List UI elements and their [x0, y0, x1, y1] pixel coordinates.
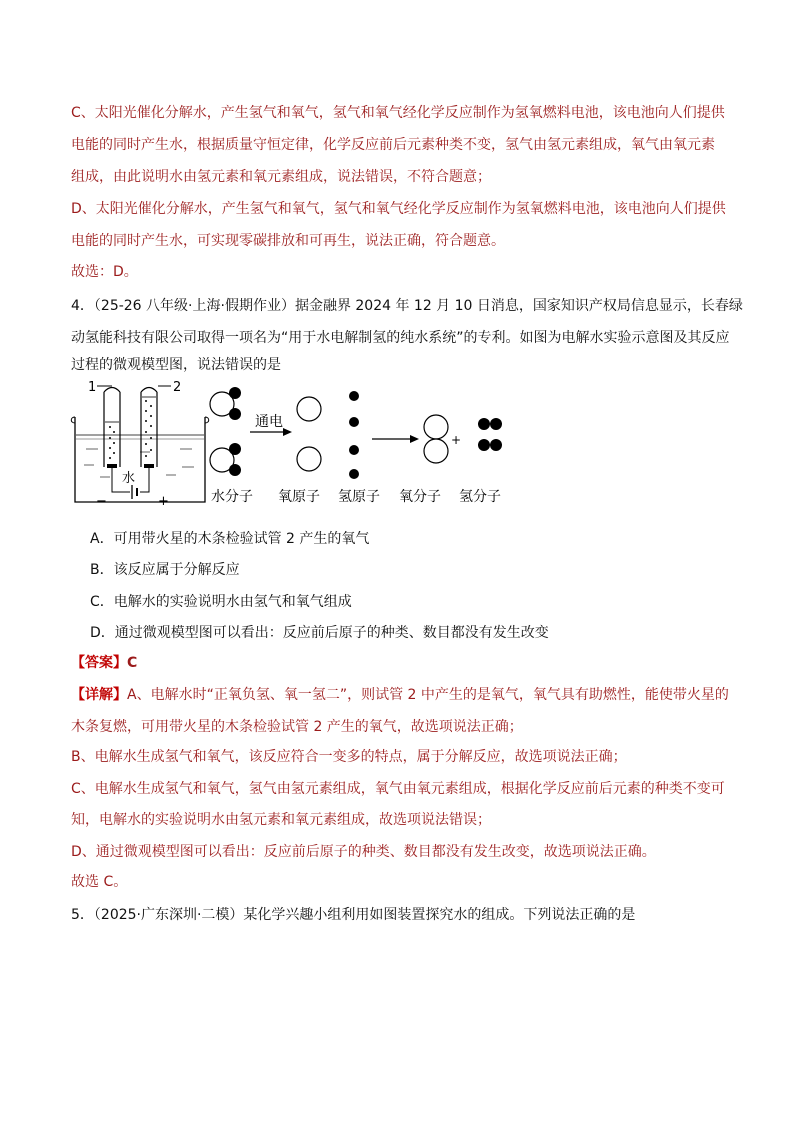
plus-sign: + [451, 433, 462, 447]
hydrogen-atom [349, 417, 359, 427]
option-d: D．通过微观模型图可以看出：反应前后原子的种类、数目都没有发生改变 [90, 625, 549, 641]
detail-line: 知，电解水的实验说明水由氢元素和氧元素组成，故选项说法错误； [71, 812, 491, 828]
arrow-label: 通电 [255, 414, 283, 430]
oxygen-molecule [424, 415, 448, 439]
hydrogen-molecule [478, 439, 490, 451]
label-oxygen-atom: 氧原子 [278, 489, 320, 505]
label-oxygen-molecule: 氧分子 [399, 489, 441, 505]
plus-label: + [158, 494, 169, 509]
detail-line: C、电解水生成氢气和氧气，氢气由氢元素组成，氧气由氧元素组成，根据化学反应前后元素的种类不变可 [71, 781, 725, 797]
question-stem: 过程的微观模型图，说法错误的是 [71, 357, 281, 373]
option-c: C．电解水的实验说明水由氢气和氧气组成 [90, 594, 352, 610]
answer-value: C [127, 655, 138, 671]
oxygen-atom [297, 397, 321, 421]
answer-tag: 【答案】 [71, 655, 127, 671]
explanation-line: D、太阳光催化分解水，产生氢气和氧气，氢气和氧气经化学反应制作为氢氧燃料电池，该电池向人们提供 [71, 201, 726, 217]
detail-line: D、通过微观模型图可以看出：反应前后原子的种类、数目都没有发生改变，故选项说法正确。 [71, 844, 656, 860]
tube-2-label: 2 [173, 380, 182, 395]
label-water-molecule: 水分子 [211, 489, 253, 505]
electrolysis-figure [70, 377, 510, 512]
water-label: 水 [122, 471, 136, 486]
question-stem: 动氢能科技有限公司取得一项名为“用于水电解制氢的纯水系统”的专利。如图为电解水实验示意图及其反应 [71, 330, 730, 346]
detail-line [71, 686, 729, 704]
answer-line [71, 654, 137, 672]
option-a: A．可用带火星的木条检验试管 2 产生的氧气 [90, 531, 370, 547]
water-molecule [210, 443, 241, 476]
explanation-line: C、太阳光催化分解水，产生氢气和氧气，氢气和氧气经化学反应制作为氢氧燃料电池，该电池向人们提供 [71, 105, 725, 121]
explanation-line: 组成，由此说明水由氢元素和氧元素组成，说法错误，不符合题意； [71, 169, 491, 185]
detail-line: B、电解水生成氢气和氧气，该反应符合一变多的特点，属于分解反应，故选项说法正确； [71, 749, 627, 765]
minus-label: − [96, 494, 107, 509]
tube-1-label: 1 [88, 380, 97, 395]
detail-tag: 【详解】 [71, 687, 127, 703]
detail-line: 木条复燃，可用带火星的木条检验试管 2 产生的氧气，故选项说法正确； [71, 719, 523, 735]
explanation-line: 电能的同时产生水，根据质量守恒定律，化学反应前后元素种类不变，氢气由氢元素组成，氧气由氧元素 [71, 137, 715, 153]
question-stem: 4．（25-26 八年级·上海·假期作业）据金融界 2024 年 12 月 10 日消息，国家知识产权局信息显示，长春绿 [71, 298, 743, 314]
hydrogen-atom [349, 391, 359, 401]
hydrogen-atom [349, 469, 359, 479]
question-stem: 5．（2025·广东深圳·二模）某化学兴趣小组利用如图装置探究水的组成。下列说法正确的是 [71, 907, 636, 923]
explanation-line: 电能的同时产生水，可实现零碳排放和可再生，说法正确，符合题意。 [71, 233, 505, 249]
hydrogen-atom [349, 445, 359, 455]
label-hydrogen-molecule: 氢分子 [459, 489, 501, 505]
water-molecule [210, 387, 241, 420]
option-b: B．该反应属于分解反应 [90, 562, 240, 578]
label-hydrogen-atom: 氢原子 [338, 489, 380, 505]
conclusion: 故选 C。 [71, 874, 128, 890]
detail-text: A、电解水时“正氧负氢、氧一氢二”，则试管 2 中产生的是氧气，氧气具有助燃性，能使带火星的 [127, 687, 729, 703]
hydrogen-molecule [478, 418, 490, 430]
conclusion: 故选：D。 [71, 264, 138, 280]
oxygen-atom [297, 447, 321, 471]
